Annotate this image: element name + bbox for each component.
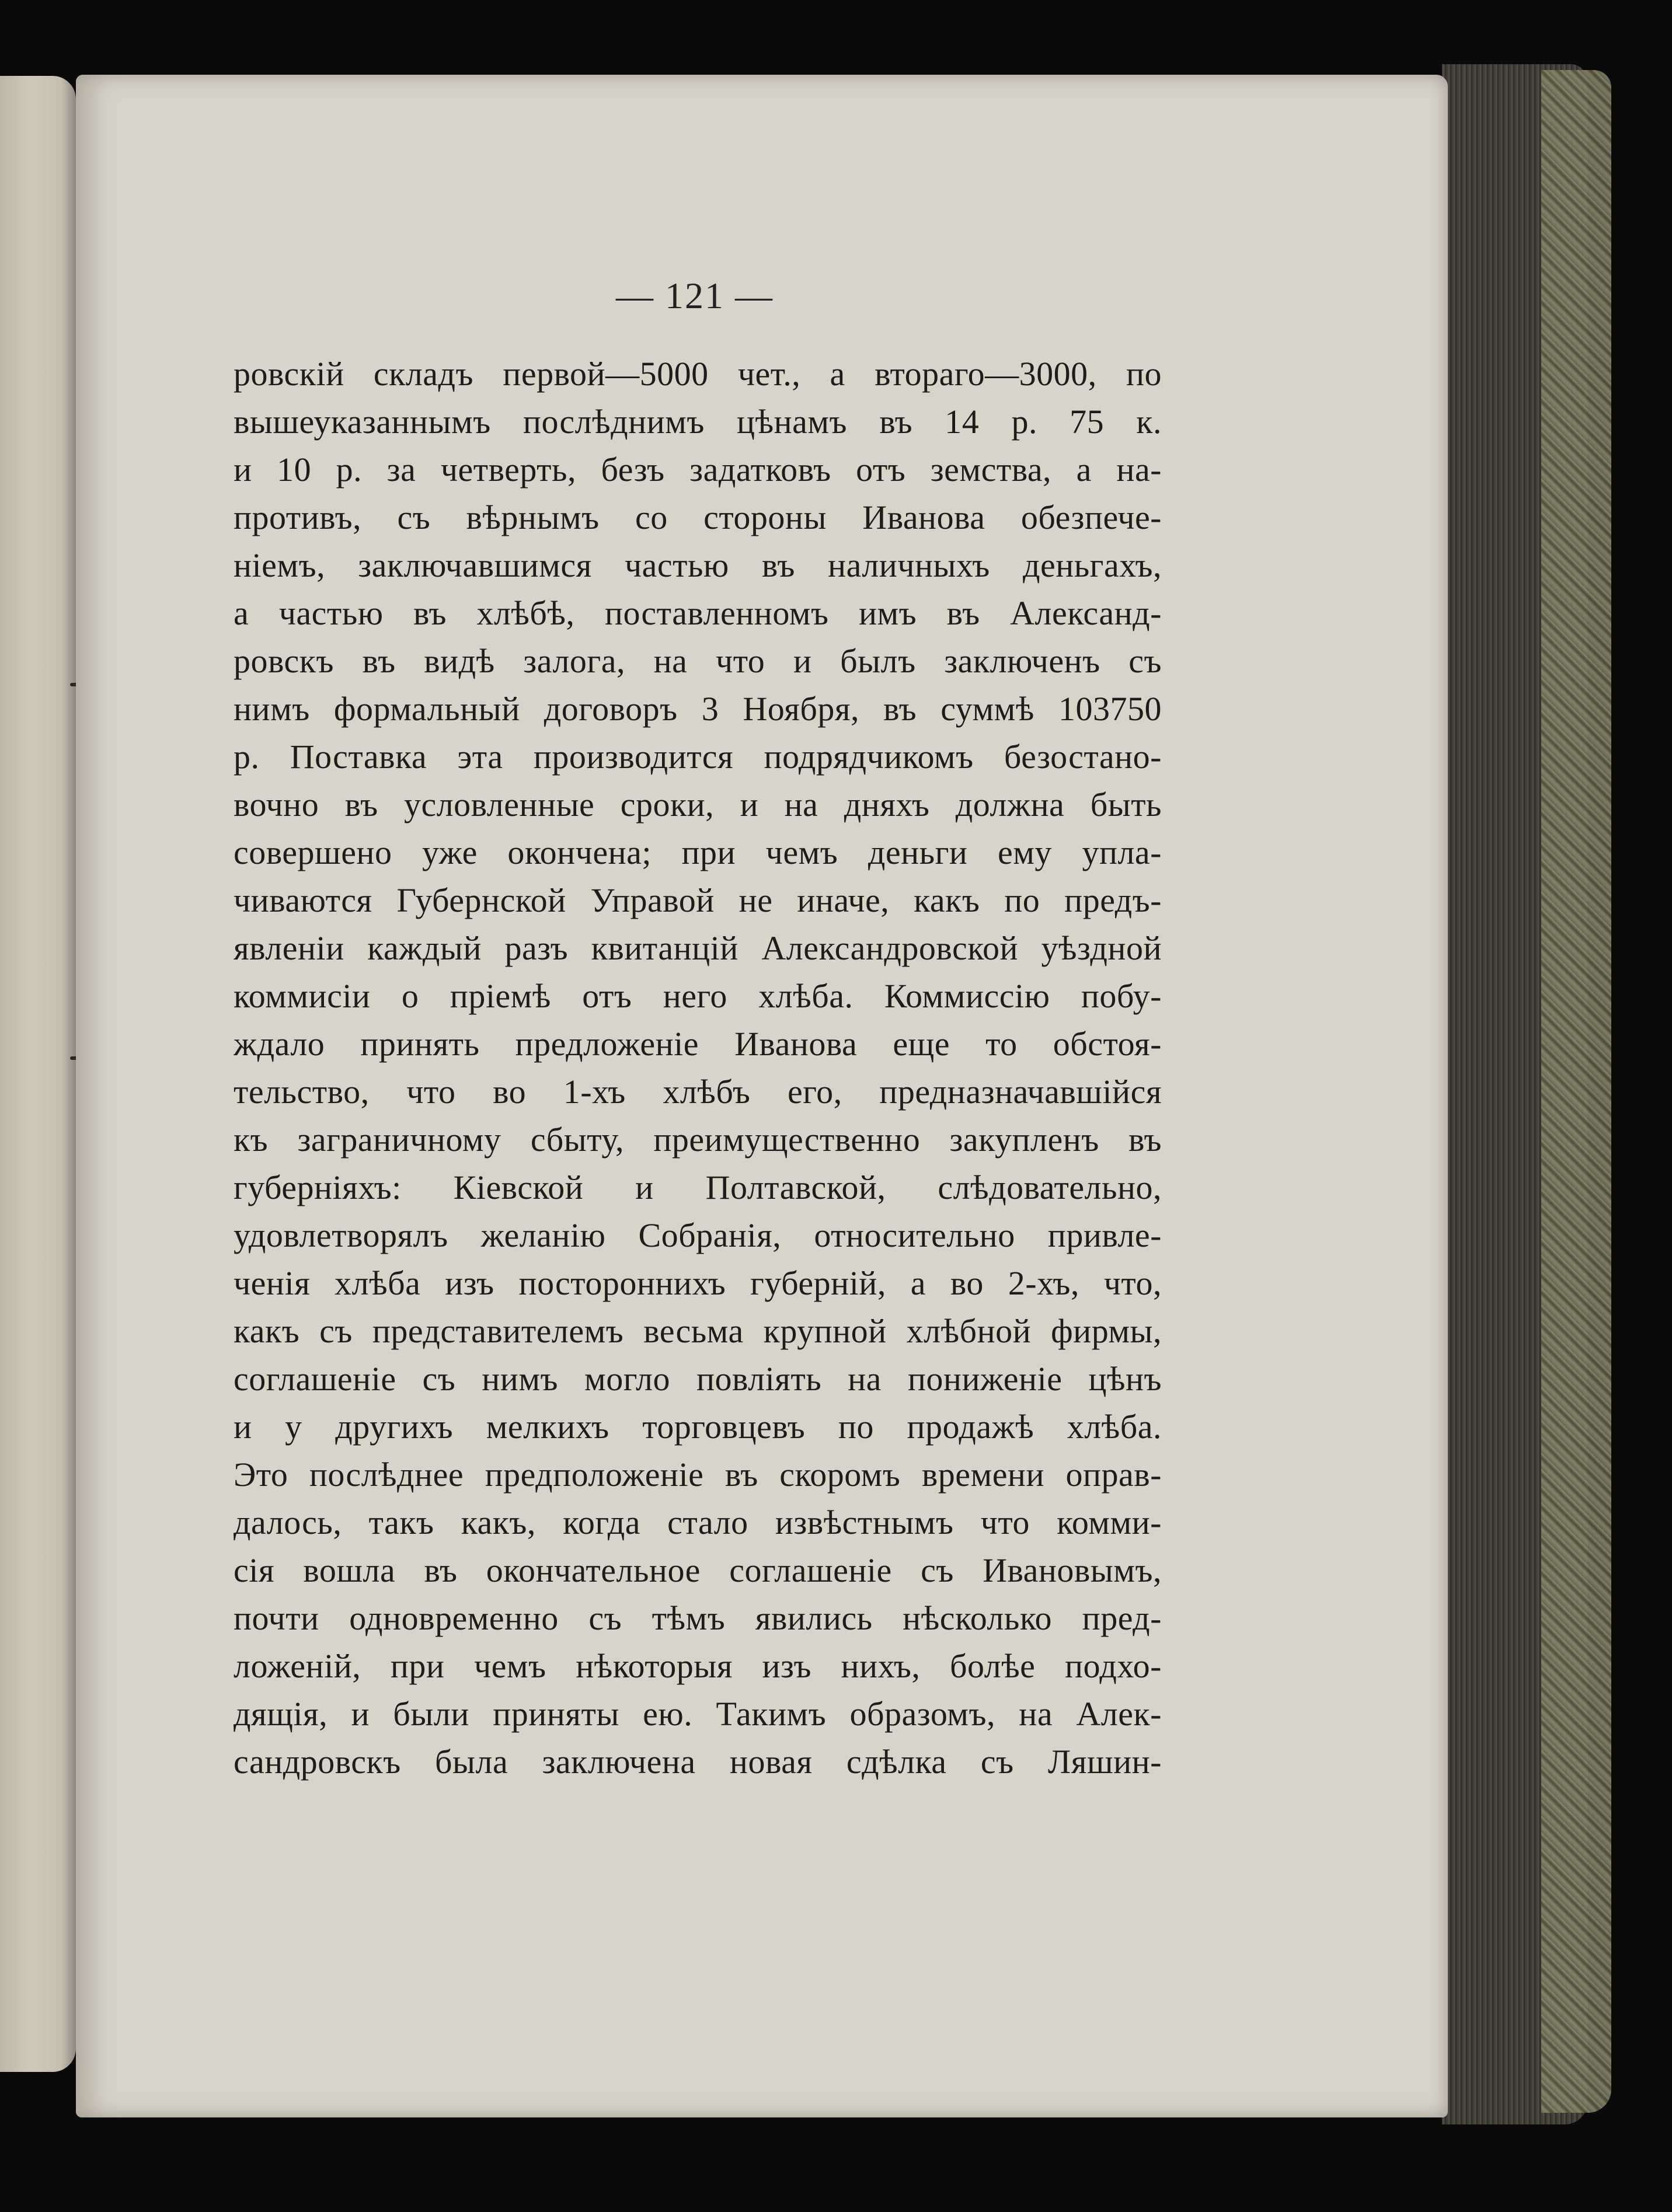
text-line: сандровскъ была заключена новая сдѣлка съ Ляшин-: [234, 1743, 1162, 1781]
text-line: коммисіи о пріемѣ отъ него хлѣба. Коммиссію побу-: [234, 977, 1162, 1015]
text-line: удовлетворялъ желанію Собранія, относительно привле-: [234, 1216, 1162, 1254]
text-line: ніемъ, заключавшимся частью въ наличныхъ деньгахъ,: [234, 546, 1162, 584]
text-line: дящія, и были приняты ею. Такимъ образомъ, на Алек-: [234, 1695, 1162, 1733]
text-line: вышеуказаннымъ послѣднимъ цѣнамъ въ 14 р. 75 к.: [234, 403, 1162, 441]
text-line: ровскъ въ видѣ залога, на что и былъ заключенъ съ: [234, 642, 1162, 680]
text-line: чиваются Губернской Управой не иначе, какъ по предъ-: [234, 881, 1162, 919]
text-line: ждало принять предложеніе Иванова еще то обстоя-: [234, 1025, 1162, 1063]
page-number: — 121 —: [616, 275, 774, 316]
text-line: совершено уже окончена; при чемъ деньги ему упла-: [234, 833, 1162, 871]
text-line: губерніяхъ: Кіевской и Полтавской, слѣдовательно,: [234, 1168, 1162, 1206]
text-line: сія вошла въ окончательное соглашеніе съ Ивановымъ,: [234, 1551, 1162, 1589]
text-line: р. Поставка эта производится подрядчикомъ безостано-: [234, 738, 1162, 776]
book-cover-marbled: [1541, 70, 1611, 2113]
previous-page-edge: [0, 76, 76, 2072]
text-line: къ заграничному сбыту, преимущественно закупленъ въ: [234, 1121, 1162, 1159]
text-line: соглашеніе съ нимъ могло повліять на пониженіе цѣнъ: [234, 1360, 1162, 1398]
text-line: далось, такъ какъ, когда стало извѣстнымъ что комми-: [234, 1503, 1162, 1541]
text-line: Это послѣднее предположеніе въ скоромъ времени оправ-: [234, 1456, 1162, 1494]
body-text: [234, 350, 1162, 1786]
text-line: явленіи каждый разъ квитанцій Александровской уѣздной: [234, 929, 1162, 967]
text-line: нимъ формальный договоръ 3 Ноября, въ суммѣ 103750: [234, 690, 1162, 728]
text-line: ровскій складъ первой—5000 чет., а втораго—3000, по: [234, 355, 1162, 393]
text-line: вочно въ условленные сроки, и на дняхъ должна быть: [234, 786, 1162, 824]
text-line: ложеній, при чемъ нѣкоторыя изъ нихъ, болѣе подхо-: [234, 1647, 1162, 1685]
text-line: какъ съ представителемъ весьма крупной хлѣбной фирмы,: [234, 1312, 1162, 1350]
text-line: и 10 р. за четверть, безъ задатковъ отъ земства, а на-: [234, 451, 1162, 489]
text-line: тельство, что во 1-хъ хлѣбъ его, предназначавшійся: [234, 1073, 1162, 1111]
text-line: противъ, съ вѣрнымъ со стороны Иванова обезпече-: [234, 498, 1162, 536]
text-line: ченія хлѣба изъ постороннихъ губерній, а во 2-хъ, что,: [234, 1264, 1162, 1302]
text-line: почти одновременно съ тѣмъ явились нѣсколько пред-: [234, 1599, 1162, 1637]
text-line: и у другихъ мелкихъ торговцевъ по продажѣ хлѣба.: [234, 1408, 1162, 1446]
text-line: а частью въ хлѣбѣ, поставленномъ имъ въ Александ-: [234, 594, 1162, 632]
